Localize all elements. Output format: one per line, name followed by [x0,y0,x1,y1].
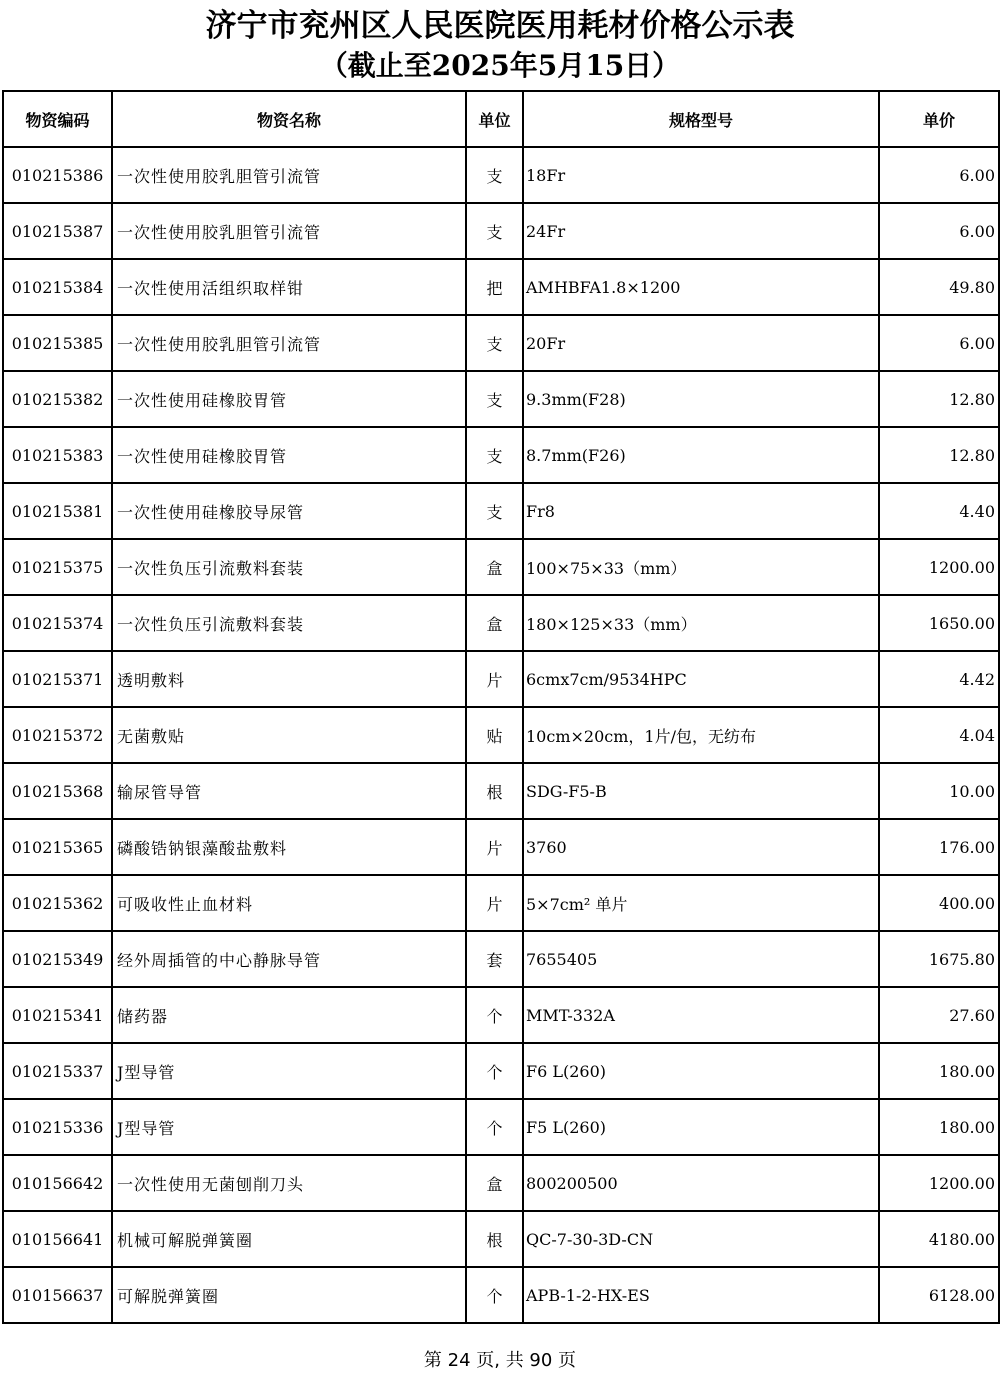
cell-unit: 把 [466,259,523,315]
cell-code: 010215386 [3,147,112,203]
cell-spec: 3760 [523,819,879,875]
cell-spec: QC-7-30-3D-CN [523,1211,879,1267]
cell-code: 010215375 [3,539,112,595]
cell-code: 010156641 [3,1211,112,1267]
table-row [3,651,999,707]
cell-price: 4.04 [879,707,999,763]
cell-unit: 支 [466,147,523,203]
cell-name: 经外周插管的中心静脉导管 [112,931,466,987]
cell-unit: 套 [466,931,523,987]
cell-price: 27.60 [879,987,999,1043]
cell-unit: 个 [466,1043,523,1099]
table-row [3,987,999,1043]
cell-code: 010215341 [3,987,112,1043]
cell-unit: 支 [466,483,523,539]
cell-name: 储药器 [112,987,466,1043]
cell-name: 一次性使用活组织取样钳 [112,259,466,315]
cell-code: 010215384 [3,259,112,315]
price-table [2,90,1000,1324]
cell-unit: 个 [466,1099,523,1155]
cell-code: 010215383 [3,427,112,483]
table-row [3,427,999,483]
cell-spec: 8.7mm(F26) [523,427,879,483]
table-body [3,147,999,1323]
table-header-row [3,91,999,147]
cell-name: 透明敷料 [112,651,466,707]
cell-unit: 盒 [466,539,523,595]
table-row [3,595,999,651]
cell-unit: 片 [466,875,523,931]
cell-price: 4.40 [879,483,999,539]
cell-price: 400.00 [879,875,999,931]
cell-name: 机械可解脱弹簧圈 [112,1211,466,1267]
cell-unit: 个 [466,1267,523,1323]
cell-price: 1200.00 [879,539,999,595]
cell-unit: 支 [466,203,523,259]
cell-spec: 100×75×33（mm） [523,539,879,595]
cell-name: 一次性负压引流敷料套装 [112,595,466,651]
table-row [3,1267,999,1323]
cell-name: 磷酸锆钠银藻酸盐敷料 [112,819,466,875]
cell-unit: 支 [466,427,523,483]
cell-spec: F5 L(260) [523,1099,879,1155]
page-subtitle: （截止至2025年5月15日） [319,49,681,82]
cell-code: 010215387 [3,203,112,259]
table-row [3,315,999,371]
table-row [3,371,999,427]
cell-unit: 个 [466,987,523,1043]
cell-price: 12.80 [879,427,999,483]
table-row [3,1211,999,1267]
cell-unit: 支 [466,371,523,427]
table-row [3,1099,999,1155]
cell-spec: APB-1-2-HX-ES [523,1267,879,1323]
cell-name: 可吸收性止血材料 [112,875,466,931]
cell-code: 010215337 [3,1043,112,1099]
cell-spec: 10cm×20cm，1片/包，无纺布 [523,707,879,763]
cell-spec: AMHBFA1.8×1200 [523,259,879,315]
table-row [3,1043,999,1099]
cell-code: 010215371 [3,651,112,707]
cell-price: 6128.00 [879,1267,999,1323]
cell-price: 1650.00 [879,595,999,651]
table-row [3,147,999,203]
cell-unit: 根 [466,1211,523,1267]
cell-price: 180.00 [879,1043,999,1099]
page-number: 第 24 页, 共 90 页 [423,1350,577,1371]
table-row [3,931,999,987]
cell-price: 176.00 [879,819,999,875]
cell-spec: SDG-F5-B [523,763,879,819]
cell-name: J型导管 [112,1043,466,1099]
cell-code: 010215349 [3,931,112,987]
cell-name: 可解脱弹簧圈 [112,1267,466,1323]
table-row [3,483,999,539]
column-header-unit: 单位 [466,91,523,147]
cell-code: 010156642 [3,1155,112,1211]
column-header-price: 单价 [879,91,999,147]
cell-unit: 盒 [466,1155,523,1211]
column-header-spec: 规格型号 [523,91,879,147]
cell-spec: 18Fr [523,147,879,203]
cell-unit: 支 [466,315,523,371]
cell-spec: F6 L(260) [523,1043,879,1099]
cell-spec: 5×7cm² 单片 [523,875,879,931]
cell-name: 一次性使用硅橡胶胃管 [112,371,466,427]
cell-code: 010215368 [3,763,112,819]
cell-spec: 180×125×33（mm） [523,595,879,651]
cell-name: 一次性使用硅橡胶导尿管 [112,483,466,539]
cell-name: 一次性负压引流敷料套装 [112,539,466,595]
cell-name: 一次性使用无菌刨削刀头 [112,1155,466,1211]
cell-code: 010215365 [3,819,112,875]
cell-spec: 7655405 [523,931,879,987]
cell-spec: MMT-332A [523,987,879,1043]
cell-name: 一次性使用胶乳胆管引流管 [112,147,466,203]
cell-name: 一次性使用胶乳胆管引流管 [112,203,466,259]
cell-price: 6.00 [879,147,999,203]
cell-price: 1675.80 [879,931,999,987]
table-row [3,1155,999,1211]
cell-price: 180.00 [879,1099,999,1155]
column-header-code: 物资编码 [3,91,112,147]
cell-price: 4.42 [879,651,999,707]
cell-code: 010215336 [3,1099,112,1155]
cell-price: 10.00 [879,763,999,819]
cell-price: 6.00 [879,315,999,371]
cell-spec: 24Fr [523,203,879,259]
column-header-name: 物资名称 [112,91,466,147]
cell-code: 010215362 [3,875,112,931]
table-row [3,259,999,315]
cell-spec: Fr8 [523,483,879,539]
cell-spec: 800200500 [523,1155,879,1211]
cell-price: 6.00 [879,203,999,259]
table-row [3,819,999,875]
cell-name: 输尿管导管 [112,763,466,819]
table-row [3,707,999,763]
cell-spec: 6cmx7cm/9534HPC [523,651,879,707]
cell-unit: 根 [466,763,523,819]
cell-code: 010215381 [3,483,112,539]
cell-code: 010215385 [3,315,112,371]
cell-unit: 贴 [466,707,523,763]
table-row [3,875,999,931]
cell-code: 010215372 [3,707,112,763]
cell-name: J型导管 [112,1099,466,1155]
table-row [3,539,999,595]
page-title: 济宁市兖州区人民医院医用耗材价格公示表 [205,8,795,44]
cell-name: 一次性使用硅橡胶胃管 [112,427,466,483]
cell-spec: 20Fr [523,315,879,371]
cell-unit: 片 [466,651,523,707]
cell-code: 010215382 [3,371,112,427]
cell-price: 12.80 [879,371,999,427]
cell-name: 无菌敷贴 [112,707,466,763]
cell-name: 一次性使用胶乳胆管引流管 [112,315,466,371]
cell-price: 4180.00 [879,1211,999,1267]
cell-price: 49.80 [879,259,999,315]
table-row [3,763,999,819]
cell-unit: 盒 [466,595,523,651]
cell-price: 1200.00 [879,1155,999,1211]
table-row [3,203,999,259]
cell-code: 010215374 [3,595,112,651]
cell-code: 010156637 [3,1267,112,1323]
cell-spec: 9.3mm(F28) [523,371,879,427]
cell-unit: 片 [466,819,523,875]
